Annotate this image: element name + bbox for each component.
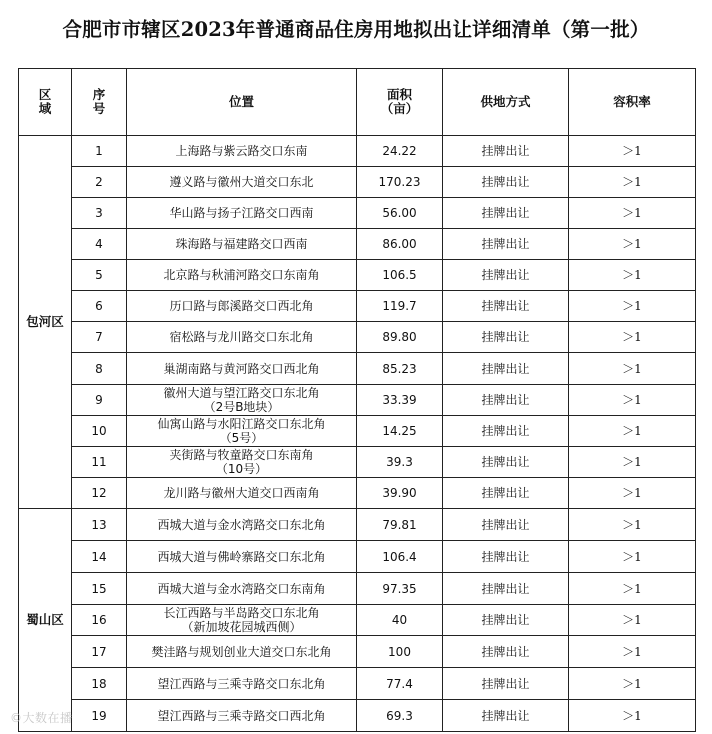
row-location: [127, 509, 357, 541]
table-row: [19, 136, 696, 167]
row-plot-ratio: ＞1: [569, 636, 696, 668]
row-area: 39.90: [357, 478, 443, 509]
region-cell: 包河区: [19, 136, 72, 509]
table-row: [19, 605, 696, 636]
row-location-line1: 樊洼路与规划创业大道交口东北角: [151, 644, 332, 659]
row-supply-method: 挂牌出让: [443, 447, 569, 478]
row-supply-method: 挂牌出让: [443, 668, 569, 700]
row-area: 14.25: [357, 416, 443, 447]
row-location-line1: 珠海路与福建路交口西南: [175, 237, 308, 251]
watermark: ©大数在播: [10, 711, 73, 725]
row-location-line1: 上海路与紫云路交口东南: [175, 144, 308, 158]
table-row: [19, 447, 696, 478]
row-number: 14: [72, 541, 127, 573]
row-plot-ratio: ＞1: [569, 385, 696, 416]
header-region: 区 域: [19, 69, 72, 136]
row-area: 106.4: [357, 541, 443, 573]
row-area: 39.3: [357, 447, 443, 478]
row-area: 86.00: [357, 229, 443, 260]
row-location-line1: 徽州大道与望江路交口东北角: [163, 386, 320, 400]
row-location: [127, 322, 357, 353]
row-location-line1: 西城大道与金水湾路交口东北角: [157, 517, 326, 532]
row-number: 19: [72, 700, 127, 732]
table-row: [19, 291, 696, 322]
row-plot-ratio: ＞1: [569, 447, 696, 478]
row-location: [127, 385, 357, 416]
row-location-line1: 夹街路与牧童路交口东南角: [169, 448, 314, 462]
header-supply-method: 供地方式: [443, 69, 569, 136]
header-plot-ratio: 容积率: [569, 69, 696, 136]
row-supply-method: 挂牌出让: [443, 573, 569, 605]
row-number: 2: [72, 167, 127, 198]
table-row: [19, 573, 696, 605]
row-area: 79.81: [357, 509, 443, 541]
row-plot-ratio: ＞1: [569, 509, 696, 541]
row-location: [127, 198, 357, 229]
row-location: [127, 478, 357, 509]
row-plot-ratio: ＞1: [569, 668, 696, 700]
row-supply-method: 挂牌出让: [443, 260, 569, 291]
row-supply-method: 挂牌出让: [443, 509, 569, 541]
row-number: 10: [72, 416, 127, 447]
row-location: [127, 291, 357, 322]
table-row: [19, 198, 696, 229]
table-row: [19, 260, 696, 291]
row-area: 33.39: [357, 385, 443, 416]
row-location-line2: （5号）: [219, 431, 264, 445]
row-number: 13: [72, 509, 127, 541]
row-plot-ratio: ＞1: [569, 260, 696, 291]
row-supply-method: 挂牌出让: [443, 322, 569, 353]
row-location-line1: 望江西路与三乘寺路交口西北角: [157, 708, 326, 723]
row-number: 5: [72, 260, 127, 291]
table-row: [19, 385, 696, 416]
row-area: 69.3: [357, 700, 443, 732]
row-location: [127, 260, 357, 291]
row-location-line1: 仙寓山路与水阳江路交口东北角: [157, 417, 326, 431]
row-location: [127, 167, 357, 198]
row-location: [127, 636, 357, 668]
row-location: [127, 416, 357, 447]
row-plot-ratio: ＞1: [569, 700, 696, 732]
row-plot-ratio: ＞1: [569, 541, 696, 573]
header-location: 位置: [127, 69, 357, 136]
row-plot-ratio: ＞1: [569, 605, 696, 636]
row-location: [127, 605, 357, 636]
row-number: 11: [72, 447, 127, 478]
row-number: 4: [72, 229, 127, 260]
row-plot-ratio: ＞1: [569, 167, 696, 198]
row-plot-ratio: ＞1: [569, 353, 696, 385]
row-location-line1: 华山路与扬子江路交口西南: [169, 206, 314, 220]
region-cell: 蜀山区: [19, 509, 72, 732]
row-number: 15: [72, 573, 127, 605]
table-row: [19, 668, 696, 700]
row-location-line1: 龙川路与徽州大道交口西南角: [163, 486, 320, 500]
row-area: 77.4: [357, 668, 443, 700]
row-supply-method: 挂牌出让: [443, 541, 569, 573]
row-location-line1: 西城大道与佛岭寨路交口东北角: [157, 549, 326, 564]
table-row: [19, 416, 696, 447]
row-supply-method: 挂牌出让: [443, 636, 569, 668]
row-plot-ratio: ＞1: [569, 478, 696, 509]
row-number: 12: [72, 478, 127, 509]
row-location: [127, 541, 357, 573]
row-supply-method: 挂牌出让: [443, 385, 569, 416]
row-location-line1: 巢湖南路与黄河路交口西北角: [163, 361, 320, 376]
row-area: 89.80: [357, 322, 443, 353]
table-row: [19, 700, 696, 732]
row-number: 16: [72, 605, 127, 636]
row-area: 56.00: [357, 198, 443, 229]
row-plot-ratio: ＞1: [569, 291, 696, 322]
row-number: 1: [72, 136, 127, 167]
table-row: [19, 541, 696, 573]
row-number: 7: [72, 322, 127, 353]
page-title: 合肥市市辖区2023年普通商品住房用地拟出让详细清单（第一批）: [62, 18, 650, 41]
row-area: 119.7: [357, 291, 443, 322]
row-location: [127, 700, 357, 732]
row-location-line1: 宿松路与龙川路交口东北角: [169, 330, 314, 344]
row-number: 3: [72, 198, 127, 229]
row-number: 6: [72, 291, 127, 322]
row-area: 106.5: [357, 260, 443, 291]
table-row: [19, 322, 696, 353]
row-number: 9: [72, 385, 127, 416]
row-location-line1: 北京路与秋浦河路交口东南角: [163, 268, 320, 282]
table-row: [19, 636, 696, 668]
row-supply-method: 挂牌出让: [443, 478, 569, 509]
row-location-line1: 西城大道与金水湾路交口东南角: [157, 581, 326, 596]
row-supply-method: 挂牌出让: [443, 167, 569, 198]
row-area: 100: [357, 636, 443, 668]
row-supply-method: 挂牌出让: [443, 605, 569, 636]
row-location-line2: （新加坡花园城西侧）: [181, 620, 302, 634]
row-area: 97.35: [357, 573, 443, 605]
row-area: 24.22: [357, 136, 443, 167]
row-supply-method: 挂牌出让: [443, 353, 569, 385]
row-supply-method: 挂牌出让: [443, 198, 569, 229]
table-header-row: [19, 69, 696, 136]
row-area: 170.23: [357, 167, 443, 198]
row-location: [127, 353, 357, 385]
row-supply-method: 挂牌出让: [443, 700, 569, 732]
table-row: [19, 353, 696, 385]
row-number: 8: [72, 353, 127, 385]
row-location: [127, 136, 357, 167]
row-location: [127, 229, 357, 260]
land-list-table: [18, 68, 696, 732]
row-supply-method: 挂牌出让: [443, 291, 569, 322]
row-supply-method: 挂牌出让: [443, 416, 569, 447]
row-plot-ratio: ＞1: [569, 136, 696, 167]
table-row: [19, 229, 696, 260]
table-row: [19, 478, 696, 509]
row-plot-ratio: ＞1: [569, 198, 696, 229]
row-location-line2: （10号）: [215, 462, 268, 476]
row-location: [127, 668, 357, 700]
row-plot-ratio: ＞1: [569, 416, 696, 447]
row-location: [127, 573, 357, 605]
row-plot-ratio: ＞1: [569, 322, 696, 353]
row-supply-method: 挂牌出让: [443, 229, 569, 260]
row-supply-method: 挂牌出让: [443, 136, 569, 167]
row-location-line1: 历口路与郎溪路交口西北角: [169, 299, 314, 313]
row-location-line1: 长江西路与半岛路交口东北角: [163, 606, 320, 620]
header-number: 序 号: [72, 69, 127, 136]
row-area: 85.23: [357, 353, 443, 385]
row-location-line2: （2号B地块）: [203, 400, 280, 414]
row-location-line1: 遵义路与徽州大道交口东北: [169, 175, 314, 189]
row-plot-ratio: ＞1: [569, 573, 696, 605]
table-row: [19, 167, 696, 198]
header-area: 面积 （亩）: [357, 69, 443, 136]
row-location-line1: 望江西路与三乘寺路交口东北角: [157, 676, 326, 691]
row-number: 17: [72, 636, 127, 668]
table-row: [19, 509, 696, 541]
row-location: [127, 447, 357, 478]
row-number: 18: [72, 668, 127, 700]
row-area: 40: [357, 605, 443, 636]
row-plot-ratio: ＞1: [569, 229, 696, 260]
